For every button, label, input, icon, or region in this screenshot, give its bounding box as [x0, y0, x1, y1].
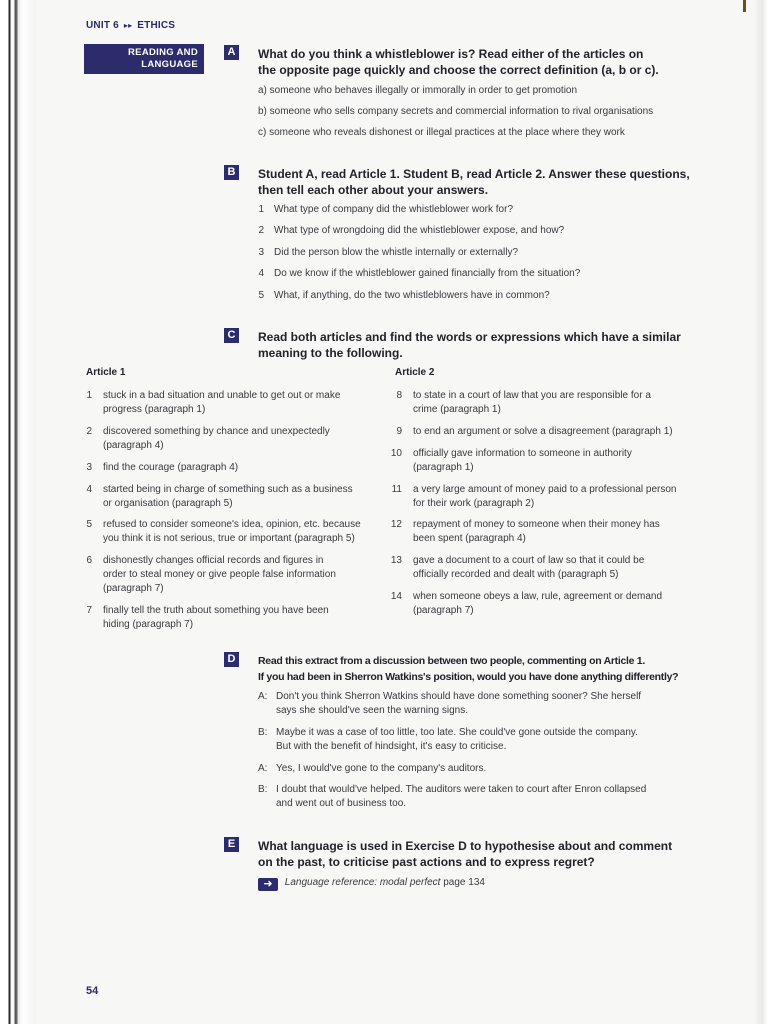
section-banner-line1: READING AND	[128, 47, 198, 58]
vocab-item-line: officially recorded and dealt with (paragraph 5)	[413, 569, 619, 580]
unit-title: ETHICS	[137, 20, 176, 31]
vocab-item-number: 5	[86, 519, 92, 530]
vocab-item-text	[413, 554, 644, 582]
language-reference-title: Language reference: modal perfect	[284, 877, 441, 888]
exercise-d-instruction-line1: Read this extract from a discussion between two people, commenting on Article 1.	[258, 655, 645, 667]
vocab-item-line: crime (paragraph 1)	[413, 404, 501, 415]
dialogue-speaker: A:	[258, 763, 268, 774]
page-right-edge	[754, 0, 768, 1024]
question-number: 4	[258, 268, 264, 279]
arrow-right-icon: ➜	[258, 878, 278, 891]
dialogue-speaker: B:	[258, 784, 268, 795]
language-reference-page: page 134	[443, 877, 485, 888]
exercise-b-label: B	[224, 165, 239, 180]
page-number: 54	[86, 985, 99, 997]
language-reference	[258, 876, 485, 891]
vocab-item-line: refused to consider someone's idea, opinion, etc. because	[103, 519, 361, 530]
question-text: What type of company did the whistleblower work for?	[274, 204, 513, 215]
vocab-item-number: 7	[86, 605, 92, 616]
vocab-item-number: 13	[390, 555, 402, 566]
question-text: Do we know if the whistleblower gained financially from the situation?	[274, 268, 581, 279]
vocab-item-number: 14	[390, 591, 402, 602]
dialogue-text: Maybe it was a case of too little, too late. She could've gone outside the company.	[276, 727, 638, 738]
exercise-d-instruction	[258, 653, 678, 685]
vocab-item-number: 2	[86, 426, 92, 437]
exercise-e-label: E	[224, 837, 239, 852]
exercise-b-instruction-line2: then tell each other about your answers.	[258, 183, 489, 197]
exercise-d-label: D	[224, 652, 239, 667]
vocab-item-line: hiding (paragraph 7)	[103, 619, 194, 630]
vocab-item-number: 6	[86, 555, 92, 566]
vocab-item-text	[413, 425, 673, 439]
exercise-c-label: C	[224, 328, 239, 343]
vocab-item-line: repayment of money to someone when their money has	[413, 519, 660, 530]
exercise-d-instruction-line2: If you had been in Sherron Watkins's position, would you have done anything differently?	[258, 671, 679, 683]
section-banner-line2: LANGUAGE	[141, 59, 198, 70]
exercise-a-option-c: c) someone who reveals dishonest or illegal practices at the place where they work	[258, 127, 625, 138]
vocab-item-number: 1	[86, 390, 92, 401]
question-number: 1	[258, 204, 264, 215]
vocab-item-line: officially gave information to someone in authority	[413, 448, 632, 459]
exercise-e-instruction	[258, 838, 672, 870]
vocab-item-line: dishonestly changes official records and figures in	[103, 555, 324, 566]
vocab-item-line: discovered something by chance and unexpectedly	[103, 426, 330, 437]
vocab-item-text	[103, 554, 336, 596]
question-text: What, if anything, do the two whistleblowers have in common?	[274, 290, 550, 301]
vocab-item-text	[103, 461, 238, 475]
vocab-item-line: order to steal money or give people false information	[103, 569, 336, 580]
exercise-a-instruction-line2: the opposite page quickly and choose the correct definition (a, b or c).	[258, 63, 659, 77]
page-corner-mark	[743, 0, 746, 12]
unit-separator-icon: ▸▸	[123, 21, 133, 30]
dialogue-line	[276, 726, 638, 754]
exercise-b-instruction	[258, 166, 690, 198]
vocab-item-line: a very large amount of money paid to a professional person	[413, 484, 677, 495]
vocab-item-number: 12	[390, 519, 402, 530]
vocab-item-text	[103, 483, 353, 511]
vocab-item-line: find the courage (paragraph 4)	[103, 462, 239, 473]
exercise-a-instruction-line1: What do you think a whistleblower is? Read either of the articles on	[258, 47, 644, 61]
vocab-item-line: when someone obeys a law, rule, agreement or demand	[413, 591, 663, 602]
exercise-b-instruction-line1: Student A, read Article 1. Student B, read Article 2. Answer these questions,	[258, 167, 690, 181]
vocab-item-line: to state in a court of law that you are responsible for a	[413, 390, 651, 401]
unit-header	[86, 20, 175, 31]
exercise-a-option-a: a) someone who behaves illegally or immorally in order to get promotion	[258, 85, 578, 96]
vocab-item-text	[413, 447, 632, 475]
vocab-item-line: you think it is not serious, true or important (paragraph 5)	[103, 533, 355, 544]
exercise-e-instruction-line1: What language is used in Exercise D to hypothesise about and comment	[258, 839, 673, 853]
exercise-a-label: A	[224, 45, 239, 60]
dialogue-line	[276, 690, 641, 718]
dialogue-line	[276, 783, 646, 811]
dialogue-line	[276, 762, 486, 776]
question-number: 3	[258, 247, 264, 258]
vocab-item-line: for their work (paragraph 2)	[413, 498, 535, 509]
vocab-item-line: (paragraph 7)	[103, 583, 164, 594]
vocab-item-line: (paragraph 4)	[103, 440, 164, 451]
question-number: 5	[258, 290, 264, 301]
question-number: 2	[258, 225, 264, 236]
unit-number: UNIT 6	[86, 20, 119, 31]
vocab-item-text	[413, 389, 651, 417]
section-banner	[84, 44, 204, 74]
vocab-item-number: 8	[396, 390, 402, 401]
exercise-c-instruction	[258, 329, 681, 361]
vocab-item-number: 4	[86, 484, 92, 495]
vocab-item-text	[103, 604, 329, 632]
dialogue-text: says she should've seen the warning signs.	[276, 705, 469, 716]
vocab-item-line: (paragraph 7)	[413, 605, 474, 616]
vocab-item-text	[413, 518, 660, 546]
vocab-item-text	[413, 483, 677, 511]
vocab-item-number: 9	[396, 426, 402, 437]
exercise-e-instruction-line2: on the past, to criticise past actions and to express regret?	[258, 855, 595, 869]
dialogue-text: Yes, I would've gone to the company's auditors.	[276, 763, 487, 774]
vocab-item-number: 3	[86, 462, 92, 473]
exercise-a-option-b: b) someone who sells company secrets and commercial information to rival organisations	[258, 106, 654, 117]
dialogue-text: But with the benefit of hindsight, it's easy to criticise.	[276, 741, 507, 752]
exercise-c-instruction-line1: Read both articles and find the words or expressions which have a similar	[258, 330, 681, 344]
dialogue-text: Don't you think Sherron Watkins should have done something sooner? She herself	[276, 691, 642, 702]
vocab-item-text	[103, 389, 340, 417]
article-1-heading: Article 1	[86, 367, 126, 378]
dialogue-text: and went out of business too.	[276, 798, 407, 809]
vocab-item-line: gave a document to a court of law so that it could be	[413, 555, 645, 566]
vocab-item-line: started being in charge of something such as a business	[103, 484, 353, 495]
dialogue-text: I doubt that would've helped. The auditors were taken to court after Enron collapsed	[276, 784, 647, 795]
article-2-heading: Article 2	[395, 367, 435, 378]
vocab-item-line: (paragraph 1)	[413, 462, 474, 473]
dialogue-speaker: B:	[258, 727, 268, 738]
vocab-item-number: 10	[390, 448, 402, 459]
vocab-item-text	[103, 425, 330, 453]
vocab-item-line: stuck in a bad situation and unable to get out or make	[103, 390, 341, 401]
vocab-item-text	[103, 518, 361, 546]
dialogue-speaker: A:	[258, 691, 268, 702]
exercise-c-instruction-line2: meaning to the following.	[258, 346, 403, 360]
exercise-a-instruction	[258, 46, 659, 78]
vocab-item-number: 11	[391, 484, 402, 495]
vocab-item-text	[413, 590, 662, 618]
question-text: Did the person blow the whistle internally or externally?	[274, 247, 519, 258]
question-text: What type of wrongdoing did the whistleblower expose, and how?	[274, 225, 565, 236]
vocab-item-line: finally tell the truth about something you have been	[103, 605, 329, 616]
vocab-item-line: to end an argument or solve a disagreement (paragraph 1)	[413, 426, 673, 437]
book-spine-edge	[0, 0, 36, 1024]
vocab-item-line: or organisation (paragraph 5)	[103, 498, 233, 509]
vocab-item-line: progress (paragraph 1)	[103, 404, 206, 415]
vocab-item-line: been spent (paragraph 4)	[413, 533, 526, 544]
